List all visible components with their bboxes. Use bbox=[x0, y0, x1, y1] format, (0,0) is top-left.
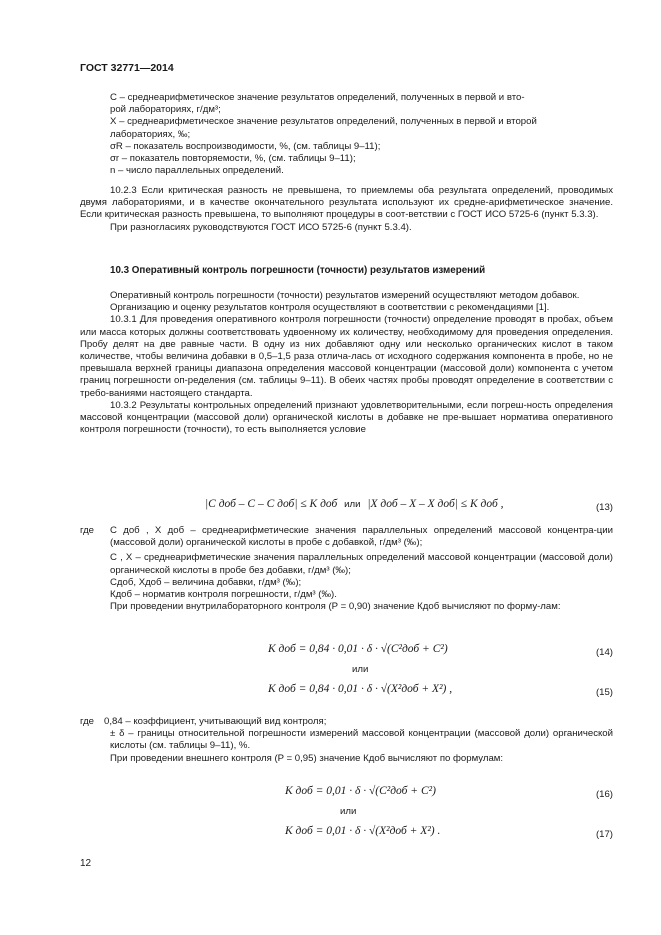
page-number: 12 bbox=[80, 858, 92, 869]
equation-14: K доб = 0,84 · 0,01 · δ · √(C²доб + C²) bbox=[268, 643, 448, 655]
paragraph-text: Оперативный контроль погрешности (точности) результатов измерений осуществляют методом добавок. bbox=[110, 290, 580, 301]
where-item: Сдоб, Xдоб – величина добавки, г/дм³ (‰); bbox=[110, 576, 302, 588]
where-item: ± δ – границы относительной погрешности измерений массовой концентрации (массовой доли) органической кислоты (см. таблицы 9–11), %. bbox=[110, 728, 613, 752]
where-label: где bbox=[80, 525, 95, 536]
def-line: X – среднеарифметическое значение результатов определений, полученных в первой и второй bbox=[110, 116, 537, 128]
def-line: лабораториях, ‰; bbox=[110, 128, 191, 140]
where-item: C , X – среднеарифметические значения параллельных определений массовой концентрации (массовой доли) органической кислоты в пробе без добавки, г/дм³ (‰); bbox=[110, 552, 613, 576]
document-header: ГОСТ 32771—2014 bbox=[80, 62, 174, 74]
equation-number-14: (14) bbox=[595, 647, 613, 658]
def-line: σr – показатель повторяемости, %, (см. таблицы 9–11); bbox=[110, 153, 356, 165]
equation-number-16: (16) bbox=[595, 789, 613, 800]
or-label: или bbox=[340, 806, 357, 817]
equation-16: K доб = 0,01 · δ · √(C²доб + C²) bbox=[285, 785, 436, 797]
equation-number-13: (13) bbox=[595, 502, 613, 513]
paragraphs-10-3 bbox=[80, 290, 613, 436]
equation-17: K доб = 0,01 · δ · √(X²доб + X²) . bbox=[285, 825, 441, 837]
paragraph-10-3-2: 10.3.2 Результаты контрольных определений признают удовлетворительными, если погреш-ность определения массовой концентрации (массовой доли) органической кислоты в добавке не пре-вышает норматива оперативного контроля погрешности (точности), то есть выполняется условие bbox=[80, 399, 613, 436]
eq13-right: |X доб – X – X доб| ≤ K доб , bbox=[367, 498, 504, 510]
where-block-1 bbox=[80, 525, 613, 613]
where-item: C доб , X доб – среднеарифметические значения параллельных определений массовой концентра-ции (массовой доли) органической кислоты в пробе с добавкой, г/дм³ (‰); bbox=[110, 525, 613, 549]
where-label: где bbox=[80, 716, 95, 727]
section-title-10-3: 10.3 Оперативный контроль погрешности (точности) результатов измерений bbox=[110, 265, 486, 276]
equation-15: K доб = 0,84 · 0,01 · δ · √(X²доб + X²) , bbox=[268, 683, 453, 695]
definitions-block bbox=[80, 92, 613, 177]
equation-number-15: (15) bbox=[595, 687, 613, 698]
equation-number-17: (17) bbox=[595, 829, 613, 840]
def-line: рой лабораториях, г/дм³; bbox=[110, 104, 221, 116]
paragraph-text: При разногласиях руководствуются ГОСТ ИСО 5725-6 (пункт 5.3.4). bbox=[110, 221, 412, 233]
paragraph-text: 10.2.3 Если критическая разность не превышена, то приемлемы оба результата определений, проводимых двумя лабораториями, и в качестве окончательного результата используют их средне-арифметическое значение. Если критическая разность превышена, то выполняют процедуры в соот-ветствии с ГОСТ ИСО 5725-6 (пункт 5.3.3). bbox=[80, 185, 613, 221]
paragraph-10-2-3 bbox=[80, 185, 613, 234]
paragraph-10-3-1: 10.3.1 Для проведения оперативного контроля погрешности (точности) определение проводят в пробах, объем или масса которых должны соответствовать удвоенному их количеству, необходимому для проведения определения. Пробу делят на две равные части. В одну из них добавляют одну или несколько органических кислот в таком количестве, чтобы величина добавки в 0,5–1,5 раза отлича-лась от исходного содержания компонента в пробе, но не превышала верхней границы диапазона определения массовой концентрации (массовой доли) компонента с учетом границ погрешности оп-ределения (см. таблицы 9–11). В обеих частях пробы проводят определение в соответствии с требо-ваниями настоящего стандарта. bbox=[80, 314, 613, 399]
paragraph-internal-control: При проведении внутрилабораторного контроля (P = 0,90) значение Кдоб вычисляют по форму-лам: bbox=[110, 601, 561, 613]
where-item: Кдоб – норматив контроля погрешности, г/дм³ (‰). bbox=[110, 589, 337, 601]
def-line: σR – показатель воспроизводимости, %, (см. таблицы 9–11); bbox=[110, 140, 381, 152]
def-line: n – число параллельных определений. bbox=[110, 165, 284, 177]
equation-13 bbox=[205, 498, 503, 510]
eq13-or: или bbox=[344, 499, 361, 510]
or-label: или bbox=[352, 664, 369, 675]
where-item: 0,84 – коэффициент, учитывающий вид контроля; bbox=[104, 716, 327, 727]
def-line: C – среднеарифметическое значение результатов определений, полученных в первой и вто- bbox=[110, 92, 525, 103]
paragraph-text: Организацию и оценку результатов контроля осуществляют в соответствии с рекомендациями [1]. bbox=[110, 302, 550, 314]
where-block-2 bbox=[80, 716, 613, 765]
paragraph-external-control: При проведении внешнего контроля (P = 0,95) значение Кдоб вычисляют по формулам: bbox=[110, 752, 504, 764]
eq13-left: |C доб – C – C доб| ≤ K доб bbox=[205, 498, 338, 510]
